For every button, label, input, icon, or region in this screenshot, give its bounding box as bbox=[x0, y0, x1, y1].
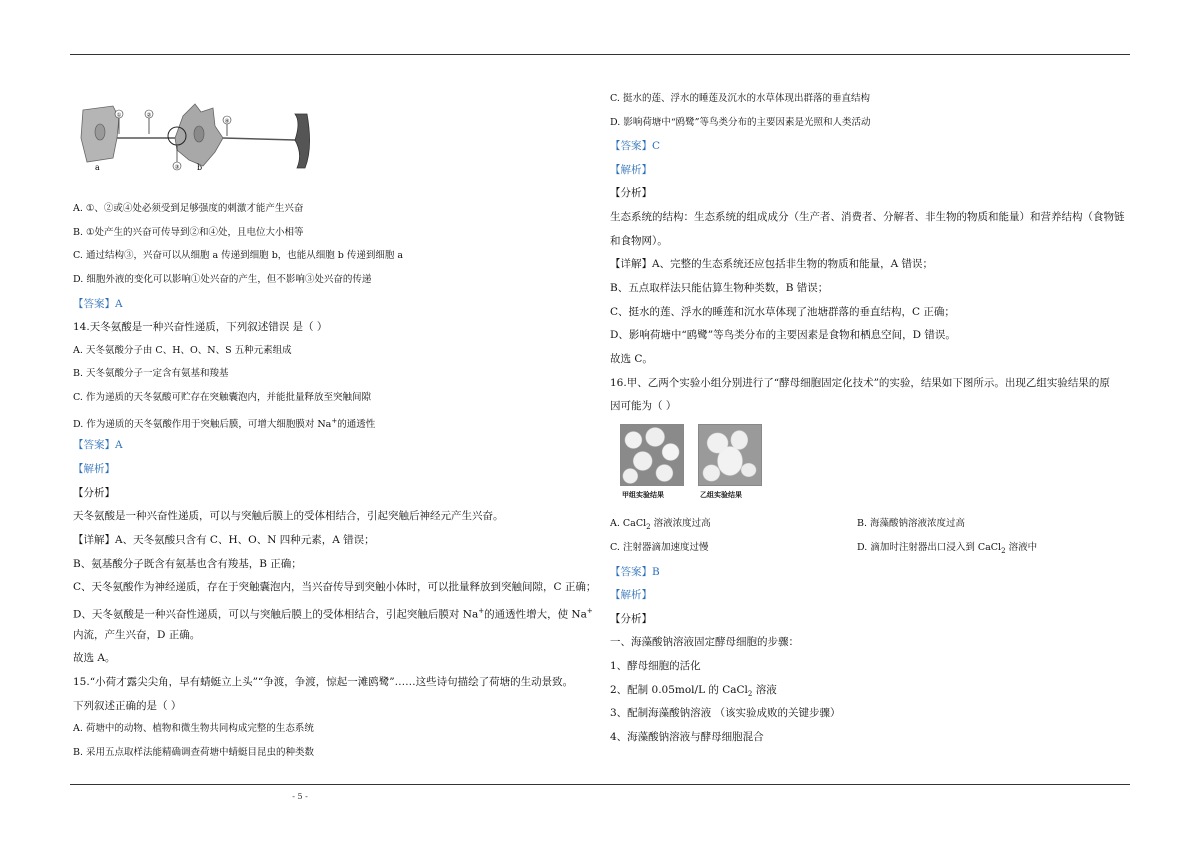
fig-label-a: a bbox=[95, 163, 100, 172]
q16-option-a-sub: 2 bbox=[646, 522, 651, 531]
q16-fenxi: 【分析】 bbox=[610, 613, 652, 625]
q15-detail-d: D、影响荷塘中“鸥鹭”等鸟类分布的主要因素是食物和栖息空间，D 错误。 bbox=[610, 329, 956, 341]
q16-answer: 【答案】B bbox=[610, 566, 660, 578]
q15-option-a: A. 荷塘中的动物、植物和微生物共同构成完整的生态系统 bbox=[73, 723, 314, 734]
q14-option-c: C. 作为递质的天冬氨酸可贮存在突触囊泡内，并能批量释放至突触间隙 bbox=[73, 392, 371, 403]
q15-analysis-2: 和食物网）。 bbox=[610, 235, 668, 247]
header-rule bbox=[70, 54, 1130, 55]
q16-option-d bbox=[857, 541, 1037, 558]
q14-jiexi: 【解析】 bbox=[73, 463, 115, 475]
q16-stem-1: 16.甲、乙两个实验小组分别进行了“酵母细胞固定化技术”的实验，结果如下图所示。出现乙组实验结果的原 bbox=[610, 377, 1110, 389]
q14-detail-d-sup: + bbox=[478, 607, 485, 615]
yeast-result-figure bbox=[610, 420, 770, 500]
q16-step-2 bbox=[610, 683, 777, 701]
fig-label-4: ④ bbox=[224, 118, 230, 125]
q13-option-a: A. ①、②或④处必须受到足够强度的刺激才能产生兴奋 bbox=[73, 203, 304, 214]
q14-detail-d-cont: 内流，产生兴奋，D 正确。 bbox=[73, 629, 201, 641]
q16-step-4: 4、海藻酸钠溶液与酵母细胞混合 bbox=[610, 731, 764, 743]
q16-option-a bbox=[610, 517, 711, 534]
q13-option-c: C. 通过结构③，兴奋可以从细胞 a 传递到细胞 b，也能从细胞 b 传递到细胞 a bbox=[73, 250, 404, 261]
q16-option-a-tail: 溶液浓度过高 bbox=[650, 518, 711, 529]
fig-label-b: b bbox=[197, 163, 203, 172]
q16-option-a-text: A. CaCl bbox=[610, 518, 647, 529]
q15-analysis-1: 生态系统的结构：生态系统的组成成分（生产者、消费者、分解者、非生物的物质和能量）和营养结构（食物链 bbox=[610, 211, 1125, 223]
q15-jiexi: 【解析】 bbox=[610, 164, 652, 176]
q14-option-d-tail: 的通透性 bbox=[337, 419, 376, 431]
q16-step-3: 3、配制海藻酸钠溶液 （该实验成败的关键步骤） bbox=[610, 707, 841, 719]
q13-option-b: B. ①处产生的兴奋可传导到②和④处，且电位大小相等 bbox=[73, 227, 304, 238]
q14-detail-d-mid: 的通透性增大，使 Na bbox=[484, 608, 587, 621]
group-a-caption: 甲组实验结果 bbox=[622, 490, 664, 499]
q14-detail-b: B、氨基酸分子既含有氨基也含有羧基，B 正确； bbox=[73, 558, 302, 570]
q14-option-d-text: D. 作为递质的天冬氨酸作用于突触后膜，可增大细胞膜对 Na bbox=[73, 419, 332, 431]
q16-option-d-sub: 2 bbox=[1001, 546, 1006, 555]
q14-fenxi: 【分析】 bbox=[73, 487, 115, 499]
q14-detail-d-sup2: + bbox=[586, 607, 593, 615]
q14-detail-c: C、天冬氨酸作为神经递质，存在于突触囊泡内，当兴奋传导到突触小体时，可以批量释放到突触间隙，C 正确； bbox=[73, 581, 597, 593]
q16-steps-title: 一、海藻酸钠溶液固定酵母细胞的步骤： bbox=[610, 636, 799, 648]
q14-option-d bbox=[73, 414, 375, 432]
q15-answer: 【答案】C bbox=[610, 140, 661, 152]
q16-step-2-sub: 2 bbox=[747, 690, 753, 699]
q16-step-2-tail: 溶液 bbox=[752, 684, 777, 696]
fig-label-2: ② bbox=[146, 112, 152, 119]
fig-label-1: ① bbox=[116, 112, 122, 119]
q14-answer: 【答案】A bbox=[73, 439, 123, 451]
q15-fenxi: 【分析】 bbox=[610, 187, 652, 199]
group-a-micrograph bbox=[620, 424, 684, 486]
footer-rule bbox=[70, 784, 1130, 785]
q15-stem-2: 下列叙述正确的是（ ） bbox=[73, 700, 182, 712]
q15-conclusion: 故选 C。 bbox=[610, 353, 653, 365]
q16-option-c: C. 注射器滴加速度过慢 bbox=[610, 542, 709, 553]
q16-stem-2: 因可能为（ ） bbox=[610, 400, 677, 412]
q16-step-2-text: 2、配制 0.05mol/L 的 CaCl bbox=[610, 684, 748, 696]
q14-option-d-sup: + bbox=[331, 417, 338, 425]
neuron-diagram bbox=[73, 98, 333, 184]
group-b-caption: 乙组实验结果 bbox=[700, 490, 742, 499]
q14-stem: 14.天冬氨酸是一种兴奋性递质，下列叙述错误 是（ ） bbox=[73, 321, 328, 333]
q14-option-b: B. 天冬氨酸分子一定含有氨基和羧基 bbox=[73, 368, 229, 379]
q13-answer: 【答案】A bbox=[73, 298, 123, 310]
page-number: - 5 - bbox=[292, 792, 308, 801]
q16-step-1: 1、酵母细胞的活化 bbox=[610, 660, 701, 672]
q15-detail-a: 【详解】A、完整的生态系统还应包括非生物的物质和能量，A 错误； bbox=[610, 258, 934, 270]
q14-analysis: 天冬氨酸是一种兴奋性递质，可以与突触后膜上的受体相结合，引起突触后神经元产生兴奋。 bbox=[73, 510, 504, 522]
q15-detail-b: B、五点取样法只能估算生物种类数，B 错误； bbox=[610, 282, 829, 294]
q16-jiexi: 【解析】 bbox=[610, 589, 652, 601]
q15-option-c: C. 挺水的莲、浮水的睡莲及沉水的水草体现出群落的垂直结构 bbox=[610, 93, 870, 104]
q15-detail-c: C、挺水的莲、浮水的睡莲和沉水草体现了池塘群落的垂直结构，C 正确； bbox=[610, 306, 955, 318]
q15-option-b: B. 采用五点取样法能精确调查荷塘中蜻蜓目昆虫的种类数 bbox=[73, 747, 315, 758]
q14-detail-d-text: D、天冬氨酸是一种兴奋性递质，可以与突触后膜上的受体相结合，引起突触后膜对 Na bbox=[73, 608, 479, 621]
q14-option-a: A. 天冬氨酸分子由 C、H、O、N、S 五种元素组成 bbox=[73, 345, 292, 356]
q13-option-d: D. 细胞外液的变化可以影响①处兴奋的产生，但不影响③处兴奋的传递 bbox=[73, 274, 372, 285]
q14-detail-d bbox=[73, 604, 593, 622]
q14-conclusion: 故选 A。 bbox=[73, 652, 116, 664]
q16-option-d-tail: 溶液中 bbox=[1005, 542, 1038, 553]
q14-detail-a: 【详解】A、天冬氨酸只含有 C、H、O、N 四种元素，A 错误； bbox=[73, 534, 375, 546]
q15-option-d: D. 影响荷塘中“鸥鹭”等鸟类分布的主要因素是光照和人类活动 bbox=[610, 117, 871, 128]
q15-stem-1: 15.“小荷才露尖尖角，早有蜻蜓立上头”“争渡，争渡，惊起一滩鸥鹭”……这些诗句描绘了荷塘的生动景致。 bbox=[73, 676, 574, 688]
fig-label-3: ③ bbox=[174, 164, 180, 171]
q16-option-d-text: D. 滴加时注射器出口浸入到 CaCl bbox=[857, 542, 1002, 553]
group-b-micrograph bbox=[698, 424, 762, 486]
q16-option-b: B. 海藻酸钠溶液浓度过高 bbox=[857, 518, 966, 529]
